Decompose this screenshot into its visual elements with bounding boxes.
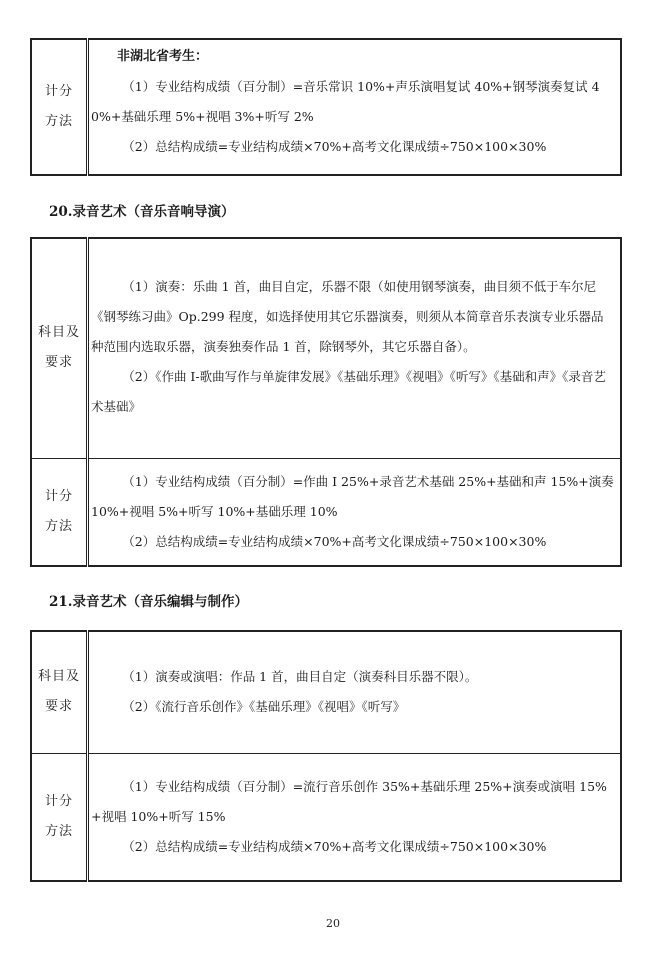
scoring-method-content — [88, 39, 622, 175]
scoring-formula-2: （2）总结构成绩=专业结构成绩×70%+高考文化课成绩÷750×100×30% — [122, 838, 547, 854]
label-line: 方法 — [44, 518, 73, 534]
scoring-formula-1: （1）专业结构成绩（百分制）=流行音乐创作 35%+基础乐理 25%+演奏或演唱 15%+视唱 10%+听写 15% — [91, 778, 607, 824]
requirements-content — [88, 631, 622, 753]
label-line: 计分 — [44, 488, 73, 504]
table-section-19-scoring — [30, 38, 622, 176]
label-line: 科目及 — [37, 669, 80, 685]
label-line: 计分 — [44, 84, 73, 99]
section-21-title: 21.录音艺术（音乐编辑与制作） — [49, 594, 248, 610]
label-line: 计分 — [44, 793, 73, 809]
scoring-formula-2: （2）总结构成绩=专业结构成绩×70%+高考文化课成绩÷750×100×30% — [122, 139, 547, 154]
requirements-label — [31, 238, 88, 458]
requirement-item-2: （2）《作曲 I-歌曲写作与单旋律发展》《基础乐理》《视唱》《听写》《基础和声》《录音艺术基础》 — [91, 369, 606, 415]
table-section-21 — [30, 630, 622, 882]
scoring-method-label — [31, 458, 88, 566]
requirements-content — [88, 238, 622, 458]
section-20-title: 20.录音艺术（音乐音响导演） — [49, 204, 235, 220]
requirement-item-2: （2）《流行音乐创作》《基础乐理》《视唱》《听写》 — [122, 699, 406, 715]
label-line: 科目及 — [37, 325, 80, 341]
scoring-method-label — [31, 753, 88, 881]
scoring-formula-1: （1）专业结构成绩（百分制）=作曲 I 25%+录音艺术基础 25%+基础和声 15%+演奏 10%+视唱 5%+听写 10%+基础乐理 10% — [91, 473, 614, 519]
table-section-20 — [30, 237, 622, 567]
label-line: 要求 — [44, 699, 73, 715]
scoring-method-content — [88, 753, 622, 881]
page-number: 20 — [326, 917, 340, 930]
label-line: 方法 — [44, 114, 73, 129]
scoring-formula-1: （1）专业结构成绩（百分制）=音乐常识 10%+声乐演唱复试 40%+钢琴演奏复试 40%+基础乐理 5%+视唱 3%+听写 2% — [91, 79, 600, 124]
non-hubei-heading: 非湖北省考生： — [117, 49, 209, 64]
requirement-item-1: （1）演奏：乐曲 1 首，曲目自定，乐器不限（如使用钢琴演奏，曲目须不低于车尔尼《钢琴练习曲》Op.299 程度，如选择使用其它乐器演奏，则须从本简章音乐表演专业乐器品种范围内选取乐器，演奏独奏作品 1 首，除钢琴外，其它乐器自备）。 — [91, 279, 604, 355]
scoring-method-label — [31, 39, 88, 175]
requirements-label — [31, 631, 88, 753]
scoring-method-content — [88, 458, 622, 566]
scoring-formula-2: （2）总结构成绩=专业结构成绩×70%+高考文化课成绩÷750×100×30% — [122, 533, 547, 549]
requirement-item-1: （1）演奏或演唱：作品 1 首，曲目自定（演奏科目乐器不限）。 — [122, 669, 478, 685]
label-line: 要求 — [44, 355, 73, 371]
label-line: 方法 — [44, 823, 73, 839]
